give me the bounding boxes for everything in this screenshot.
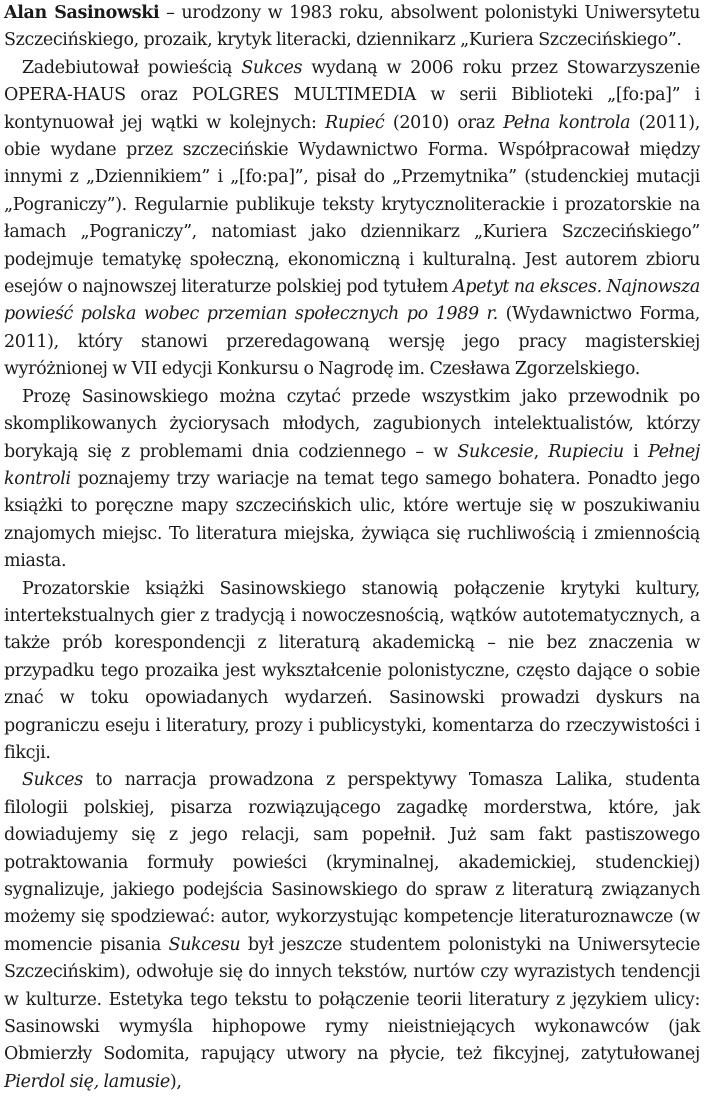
document-page [4,0,700,1096]
author-name: Alan Sasinowski [4,3,160,23]
book-title: Rupieć [325,112,385,133]
book-title: Sukces [241,57,303,78]
text-segment: , [533,441,549,462]
text-segment: Prozatorskie książki Sasinowskiego stanowią połączenie krytyki kultury, intertekstualnych gier z tradycją i nowoczesnością, wątków autotematycznych, a także prób korespondencji z literaturą akademicką – nie bez znaczenia w przypadku tego prozaika jest wykształcenie polonistyczne, często dające o sobie znać w toku opowiadanych wydarzeń. Sasinowski prowadzi dyskurs na pograniczu eseju i literatury, prozy i publicystyki, komentarza do rzeczywistości i fikcji. [4,578,700,763]
book-title: Sukcesu [168,934,241,955]
text-segment: był jeszcze studentem polonistyki na Uniwersytecie Szczecińskim), odwołuje się do innych tekstów, nurtów czy wyrazistych tendencji w kulturze. Estetyka tego tekstu to połączenie teorii literatury z językiem ulicy: Sasinowski wymyśla hiphopowe rymy nieistniejących wykonawców (jak Obmierzły Sodomita, rapujący utwory na płycie, też fikcyjnej, zatytułowanej [4,934,700,1065]
book-title: Rupieciu [548,441,624,462]
book-title: Pełnej kontroli [4,441,700,489]
paragraph-prose-books [4,576,700,768]
text-segment: Prozę Sasinowskiego można czytać przede wszystkim jako przewodnik po skomplikowanych życiorysach młodych, zagubionych intelektualistów, którzy borykają się z problemami dnia codziennego – w [4,386,700,462]
book-title: Apetyt na eksces. Najnowsza powieść polska wobec przemian społecznych po 1989 r. [4,277,700,325]
text-segment: Zadebiutował powieścią [22,57,242,78]
book-title: Sukcesie [457,441,534,462]
text-segment: ), [169,1071,182,1092]
paragraph-prose-guide [4,384,700,576]
text-segment: – urodzony w 1983 roku, absolwent polonistyki Uniwersytetu Szczecińskiego, prozaik, krytyk literacki, dziennikarz „Kuriera Szczecińskiego”. [4,3,700,51]
text-segment: i [623,441,649,462]
book-title: Sukces [22,770,83,791]
text-segment: (2010) oraz [384,112,504,133]
text-segment: wydaną w 2006 roku przez Stowarzyszenie OPERA-HAUS oraz POLGRES MULTIMEDIA w serii Biblioteki „[fo:pa]” i kontynuował jej wątki w kolejnych: [4,57,700,133]
text-segment: to narracja prowadzona z perspektywy Tomasza Lalika, studenta filologii polskiej, pisarza rozwiązującego zagadkę morderstwa, które, jak dowiadujemy się z jego relacji, sam popełnił. Już sam fakt pastiszowego potraktowania formuły powieści (kryminalnej, akademickiej, studenckiej) sygnalizuje, jakiego podejścia Sasinowskiego do spraw z literaturą związanych możemy się spodziewać: autor, wykorzystując kompetencje literaturoznawcze (w momencie pisania [4,770,700,955]
paragraph-author-intro [4,0,700,55]
text-segment: poznajemy trzy wariacje na temat tego samego bohatera. Ponadto jego książki to poręczne mapy szczecińskich ulic, które wertuje się w poszukiwaniu znajomych miejsc. To literatura miejska, żywiąca się ruchliwością i zmiennością miasta. [4,468,700,572]
text-segment: (Wydawnictwo Forma, 2011), który stanowi przeredagowaną wersję jego pracy magisterskiej wyróżnionej w VII edycji Konkursu o Nagrodę im. Czesława Zgorzelskiego. [4,304,701,380]
paragraph-sukces [4,767,700,1096]
album-title: Pierdol się, lamusie [4,1071,170,1092]
paragraph-debut [4,55,700,384]
book-title: Pełna kontrola [503,112,631,133]
text-segment: (2011), obie wydane przez szczecińskie Wydawnictwo Forma. Współpracował między innymi z „Dziennikiem” i „[fo:pa]”, pisał do „Przemytnika” (studenckiej mutacji „Pograniczy”). Regularnie publikuje teksty krytycznoliterackie i prozatorskie na łamach „Pograniczy”, natomiast jako dziennikarz „Kuriera Szczecińskiego” podejmuje tematykę społeczną, ekonomiczną i kulturalną. Jest autorem zbioru esejów o najnowszej literaturze polskiej pod tytułem [4,112,700,298]
